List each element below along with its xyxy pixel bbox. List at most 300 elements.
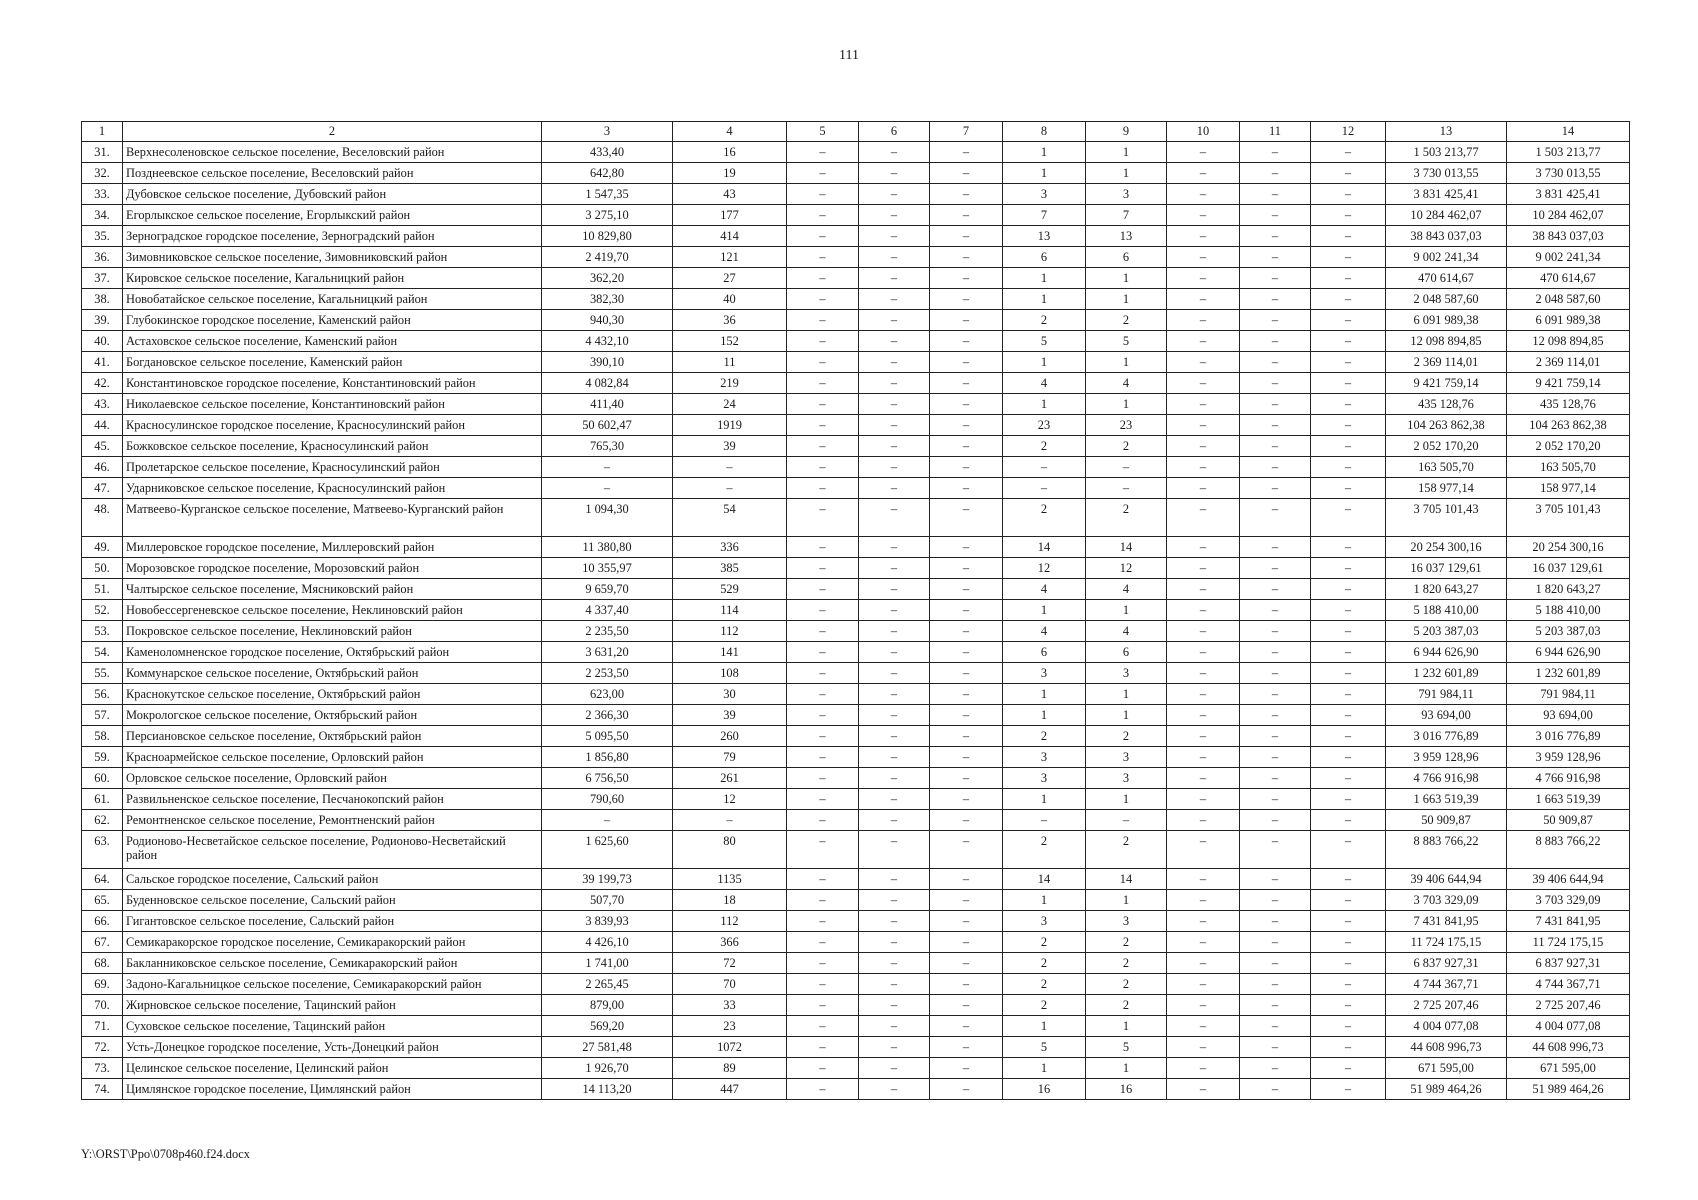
table-cell: 5 203 387,03 bbox=[1386, 621, 1507, 642]
table-cell: – bbox=[1167, 373, 1240, 394]
table-row bbox=[82, 1037, 1630, 1058]
table-cell: – bbox=[859, 310, 930, 331]
table-cell: – bbox=[1240, 579, 1311, 600]
table-cell: 4 744 367,71 bbox=[1386, 974, 1507, 995]
table-cell: – bbox=[1167, 911, 1240, 932]
table-cell: 2 bbox=[1003, 436, 1086, 457]
settlement-name: Пролетарское сельское поселение, Красносулинский район bbox=[123, 457, 542, 478]
table-cell: – bbox=[1167, 331, 1240, 352]
table-cell: – bbox=[787, 310, 859, 331]
table-cell: – bbox=[787, 457, 859, 478]
table-cell: – bbox=[859, 663, 930, 684]
table-cell: – bbox=[787, 184, 859, 205]
table-cell: 6 091 989,38 bbox=[1507, 310, 1630, 331]
table-cell: 39 406 644,94 bbox=[1386, 869, 1507, 890]
table-cell: 2 bbox=[1086, 831, 1167, 869]
table-cell: 362,20 bbox=[542, 268, 673, 289]
table-row bbox=[82, 684, 1630, 705]
table-cell: – bbox=[1167, 537, 1240, 558]
table-row bbox=[82, 831, 1630, 869]
table-cell: – bbox=[1086, 478, 1167, 499]
table-cell: 1 663 519,39 bbox=[1386, 789, 1507, 810]
table-cell: – bbox=[1311, 163, 1386, 184]
table-cell: – bbox=[1311, 478, 1386, 499]
table-cell: – bbox=[859, 869, 930, 890]
table-cell: – bbox=[930, 1058, 1003, 1079]
table-cell: – bbox=[1311, 558, 1386, 579]
table-cell: 6 837 927,31 bbox=[1386, 953, 1507, 974]
table-cell: 2 bbox=[1086, 932, 1167, 953]
table-cell: 5 188 410,00 bbox=[1386, 600, 1507, 621]
table-cell: – bbox=[930, 1037, 1003, 1058]
row-number: 55. bbox=[82, 663, 123, 684]
table-cell: – bbox=[787, 600, 859, 621]
settlement-name: Сальское городское поселение, Сальский район bbox=[123, 869, 542, 890]
table-row bbox=[82, 974, 1630, 995]
table-cell: – bbox=[1167, 995, 1240, 1016]
table-cell: – bbox=[859, 331, 930, 352]
table-cell: – bbox=[859, 684, 930, 705]
table-cell: – bbox=[1167, 499, 1240, 537]
table-cell: – bbox=[787, 436, 859, 457]
table-cell: 1 bbox=[1086, 1058, 1167, 1079]
settlement-name: Новобатайское сельское поселение, Кагальницкий район bbox=[123, 289, 542, 310]
table-cell: – bbox=[787, 684, 859, 705]
table-cell: – bbox=[1311, 457, 1386, 478]
table-cell: 6 837 927,31 bbox=[1507, 953, 1630, 974]
table-cell: – bbox=[787, 789, 859, 810]
table-row bbox=[82, 932, 1630, 953]
table-cell: – bbox=[1240, 1016, 1311, 1037]
table-cell: – bbox=[787, 268, 859, 289]
table-cell: – bbox=[930, 163, 1003, 184]
table-cell: 4 004 077,08 bbox=[1386, 1016, 1507, 1037]
row-number: 63. bbox=[82, 831, 123, 869]
table-cell: 1 bbox=[1003, 789, 1086, 810]
table-cell: – bbox=[1311, 537, 1386, 558]
table-cell: 177 bbox=[673, 205, 787, 226]
table-row bbox=[82, 226, 1630, 247]
table-cell: – bbox=[859, 373, 930, 394]
table-cell: – bbox=[1311, 1079, 1386, 1100]
table-cell: 152 bbox=[673, 331, 787, 352]
column-header: 6 bbox=[859, 122, 930, 142]
table-cell: – bbox=[859, 499, 930, 537]
table-cell: 14 bbox=[1003, 869, 1086, 890]
settlement-name: Красноармейское сельское поселение, Орловский район bbox=[123, 747, 542, 768]
table-cell: 14 bbox=[1086, 869, 1167, 890]
table-cell: 435 128,76 bbox=[1507, 394, 1630, 415]
table-cell: 433,40 bbox=[542, 142, 673, 163]
table-row bbox=[82, 1058, 1630, 1079]
table-cell: 11 bbox=[673, 352, 787, 373]
table-cell: – bbox=[1311, 268, 1386, 289]
table-cell: 7 bbox=[1086, 205, 1167, 226]
table-cell: 4 766 916,98 bbox=[1386, 768, 1507, 789]
table-cell: – bbox=[1240, 705, 1311, 726]
table-cell: 70 bbox=[673, 974, 787, 995]
table-cell: – bbox=[1167, 184, 1240, 205]
table-cell: – bbox=[787, 953, 859, 974]
table-cell: 1 547,35 bbox=[542, 184, 673, 205]
table-cell: 385 bbox=[673, 558, 787, 579]
settlement-name: Суховское сельское поселение, Тацинский район bbox=[123, 1016, 542, 1037]
column-header: 4 bbox=[673, 122, 787, 142]
table-cell: 2 052 170,20 bbox=[1507, 436, 1630, 457]
settlement-name: Целинское сельское поселение, Целинский район bbox=[123, 1058, 542, 1079]
table-row bbox=[82, 911, 1630, 932]
column-header: 1 bbox=[82, 122, 123, 142]
table-cell: 1 820 643,27 bbox=[1507, 579, 1630, 600]
table-cell: 79 bbox=[673, 747, 787, 768]
table-cell: 1 820 643,27 bbox=[1386, 579, 1507, 600]
table-cell: 1 856,80 bbox=[542, 747, 673, 768]
table-row bbox=[82, 810, 1630, 831]
table-cell: 2 bbox=[1003, 499, 1086, 537]
table-cell: 6 bbox=[1086, 247, 1167, 268]
table-cell: – bbox=[787, 142, 859, 163]
table-cell: 38 843 037,03 bbox=[1386, 226, 1507, 247]
table-cell: – bbox=[673, 478, 787, 499]
table-cell: 3 631,20 bbox=[542, 642, 673, 663]
table-cell: – bbox=[787, 810, 859, 831]
table-cell: 7 bbox=[1003, 205, 1086, 226]
settlement-name: Верхнесоленовское сельское поселение, Веселовский район bbox=[123, 142, 542, 163]
table-cell: – bbox=[1167, 684, 1240, 705]
table-cell: 1 bbox=[1086, 268, 1167, 289]
settlement-name: Красносулинское городское поселение, Красносулинский район bbox=[123, 415, 542, 436]
table-cell: – bbox=[1311, 621, 1386, 642]
table-cell: 158 977,14 bbox=[1386, 478, 1507, 499]
table-cell: 3 bbox=[1086, 768, 1167, 789]
table-cell: 104 263 862,38 bbox=[1507, 415, 1630, 436]
table-cell: 1 741,00 bbox=[542, 953, 673, 974]
table-cell: – bbox=[930, 205, 1003, 226]
table-cell: 19 bbox=[673, 163, 787, 184]
table-cell: 1 bbox=[1003, 705, 1086, 726]
table-cell: 8 883 766,22 bbox=[1507, 831, 1630, 869]
settlement-name: Бакланниковское сельское поселение, Семикаракорский район bbox=[123, 953, 542, 974]
table-cell: – bbox=[787, 247, 859, 268]
table-cell: – bbox=[787, 1058, 859, 1079]
table-cell: – bbox=[930, 789, 1003, 810]
row-number: 70. bbox=[82, 995, 123, 1016]
table-cell: 2 048 587,60 bbox=[1507, 289, 1630, 310]
table-cell: 1 bbox=[1003, 268, 1086, 289]
table-cell: 3 bbox=[1086, 747, 1167, 768]
table-cell: 18 bbox=[673, 890, 787, 911]
table-cell: 16 bbox=[673, 142, 787, 163]
table-cell: – bbox=[1167, 831, 1240, 869]
settlement-name: Развильненское сельское поселение, Песчанокопский район bbox=[123, 789, 542, 810]
table-row bbox=[82, 184, 1630, 205]
table-cell: 30 bbox=[673, 684, 787, 705]
table-row bbox=[82, 499, 1630, 537]
table-cell: – bbox=[859, 995, 930, 1016]
column-header: 9 bbox=[1086, 122, 1167, 142]
table-header-row bbox=[82, 122, 1630, 142]
table-cell: 623,00 bbox=[542, 684, 673, 705]
table-cell: 447 bbox=[673, 1079, 787, 1100]
table-cell: 6 944 626,90 bbox=[1507, 642, 1630, 663]
table-cell: – bbox=[930, 457, 1003, 478]
table-cell: – bbox=[1167, 642, 1240, 663]
table-cell: – bbox=[1167, 705, 1240, 726]
table-cell: 1 663 519,39 bbox=[1507, 789, 1630, 810]
table-cell: 1 503 213,77 bbox=[1507, 142, 1630, 163]
column-header: 11 bbox=[1240, 122, 1311, 142]
table-cell: – bbox=[1167, 747, 1240, 768]
table-cell: – bbox=[787, 768, 859, 789]
table-cell: – bbox=[1167, 352, 1240, 373]
table-cell: 4 bbox=[1003, 579, 1086, 600]
table-cell: – bbox=[1003, 478, 1086, 499]
table-cell: 16 037 129,61 bbox=[1507, 558, 1630, 579]
table-cell: – bbox=[859, 579, 930, 600]
table-cell: 44 608 996,73 bbox=[1507, 1037, 1630, 1058]
column-header: 10 bbox=[1167, 122, 1240, 142]
settlement-name: Константиновское городское поселение, Константиновский район bbox=[123, 373, 542, 394]
table-cell: – bbox=[1240, 663, 1311, 684]
table-cell: – bbox=[859, 142, 930, 163]
table-cell: – bbox=[1240, 932, 1311, 953]
table-cell: – bbox=[787, 621, 859, 642]
column-header: 3 bbox=[542, 122, 673, 142]
table-cell: 72 bbox=[673, 953, 787, 974]
table-cell: 382,30 bbox=[542, 289, 673, 310]
table-cell: – bbox=[930, 705, 1003, 726]
settlement-name: Задоно-Кагальницкое сельское поселение, Семикаракорский район bbox=[123, 974, 542, 995]
table-cell: – bbox=[1167, 621, 1240, 642]
table-cell: – bbox=[787, 705, 859, 726]
table-cell: – bbox=[1311, 142, 1386, 163]
table-cell: – bbox=[787, 1016, 859, 1037]
table-cell: 1 bbox=[1003, 684, 1086, 705]
table-cell: – bbox=[930, 831, 1003, 869]
table-row bbox=[82, 394, 1630, 415]
table-row bbox=[82, 142, 1630, 163]
table-cell: – bbox=[1311, 184, 1386, 205]
table-cell: – bbox=[930, 1016, 1003, 1037]
table-cell: 4 bbox=[1086, 621, 1167, 642]
row-number: 71. bbox=[82, 1016, 123, 1037]
row-number: 74. bbox=[82, 1079, 123, 1100]
table-cell: 940,30 bbox=[542, 310, 673, 331]
settlement-name: Цимлянское городское поселение, Цимлянский район bbox=[123, 1079, 542, 1100]
table-cell: – bbox=[1240, 247, 1311, 268]
table-cell: 23 bbox=[1003, 415, 1086, 436]
row-number: 61. bbox=[82, 789, 123, 810]
table-cell: 54 bbox=[673, 499, 787, 537]
table-cell: – bbox=[1311, 642, 1386, 663]
row-number: 53. bbox=[82, 621, 123, 642]
table-cell: – bbox=[859, 890, 930, 911]
table-cell: – bbox=[930, 184, 1003, 205]
table-cell: – bbox=[930, 247, 1003, 268]
settlement-name: Краснокутское сельское поселение, Октябрьский район bbox=[123, 684, 542, 705]
table-cell: 569,20 bbox=[542, 1016, 673, 1037]
table-cell: – bbox=[787, 394, 859, 415]
settlement-name: Семикаракорское городское поселение, Семикаракорский район bbox=[123, 932, 542, 953]
table-cell: 1 bbox=[1086, 1016, 1167, 1037]
table-cell: 10 284 462,07 bbox=[1507, 205, 1630, 226]
row-number: 72. bbox=[82, 1037, 123, 1058]
table-cell: – bbox=[1167, 953, 1240, 974]
table-cell: 2 bbox=[1086, 499, 1167, 537]
settlement-name: Ремонтненское сельское поселение, Ремонтненский район bbox=[123, 810, 542, 831]
table-cell: – bbox=[787, 331, 859, 352]
table-cell: 121 bbox=[673, 247, 787, 268]
column-header: 2 bbox=[123, 122, 542, 142]
table-cell: 366 bbox=[673, 932, 787, 953]
table-cell: – bbox=[1240, 352, 1311, 373]
settlement-name: Позднеевское сельское поселение, Веселовский район bbox=[123, 163, 542, 184]
table-cell: – bbox=[1240, 268, 1311, 289]
table-cell: – bbox=[1167, 558, 1240, 579]
table-cell: 10 829,80 bbox=[542, 226, 673, 247]
table-cell: – bbox=[1311, 831, 1386, 869]
settlement-name: Зерноградское городское поселение, Зерноградский район bbox=[123, 226, 542, 247]
table-cell: – bbox=[930, 394, 1003, 415]
table-cell: 2 bbox=[1086, 310, 1167, 331]
table-cell: 2 369 114,01 bbox=[1386, 352, 1507, 373]
table-cell: – bbox=[1240, 1079, 1311, 1100]
row-number: 42. bbox=[82, 373, 123, 394]
table-cell: – bbox=[1311, 499, 1386, 537]
table-cell: – bbox=[1240, 205, 1311, 226]
table-cell: 1 bbox=[1003, 1016, 1086, 1037]
table-cell: 2 253,50 bbox=[542, 663, 673, 684]
table-cell: – bbox=[1240, 974, 1311, 995]
table-cell: – bbox=[1240, 394, 1311, 415]
table-cell: – bbox=[787, 226, 859, 247]
table-cell: – bbox=[1167, 478, 1240, 499]
table-cell: – bbox=[1086, 457, 1167, 478]
settlement-name: Матвеево-Курганское сельское поселение, Матвеево-Курганский район bbox=[123, 499, 542, 537]
table-cell: – bbox=[930, 436, 1003, 457]
table-cell: 20 254 300,16 bbox=[1507, 537, 1630, 558]
table-cell: 7 431 841,95 bbox=[1386, 911, 1507, 932]
table-row bbox=[82, 726, 1630, 747]
table-cell: 2 bbox=[1086, 953, 1167, 974]
table-cell: 6 756,50 bbox=[542, 768, 673, 789]
table-cell: 9 659,70 bbox=[542, 579, 673, 600]
table-cell: – bbox=[787, 415, 859, 436]
table-cell: – bbox=[859, 163, 930, 184]
table-cell: 1 094,30 bbox=[542, 499, 673, 537]
table-cell: 2 369 114,01 bbox=[1507, 352, 1630, 373]
table-cell: 16 037 129,61 bbox=[1386, 558, 1507, 579]
table-row bbox=[82, 747, 1630, 768]
table-cell: 3 839,93 bbox=[542, 911, 673, 932]
table-cell: – bbox=[859, 831, 930, 869]
table-cell: – bbox=[859, 600, 930, 621]
table-row bbox=[82, 1016, 1630, 1037]
table-cell: – bbox=[1240, 226, 1311, 247]
table-cell: – bbox=[930, 869, 1003, 890]
table-cell: – bbox=[787, 642, 859, 663]
table-cell: – bbox=[930, 579, 1003, 600]
row-number: 37. bbox=[82, 268, 123, 289]
table-cell: 1919 bbox=[673, 415, 787, 436]
table-cell: – bbox=[1240, 869, 1311, 890]
table-cell: – bbox=[1240, 995, 1311, 1016]
table-cell: 5 bbox=[1086, 331, 1167, 352]
table-cell: – bbox=[1240, 184, 1311, 205]
settlement-name: Егорлыкское сельское поселение, Егорлыкский район bbox=[123, 205, 542, 226]
table-cell: – bbox=[787, 663, 859, 684]
table-cell: – bbox=[542, 810, 673, 831]
table-cell: 4 426,10 bbox=[542, 932, 673, 953]
table-cell: – bbox=[930, 537, 1003, 558]
settlement-name: Глубокинское городское поселение, Каменский район bbox=[123, 310, 542, 331]
table-cell: – bbox=[1311, 684, 1386, 705]
table-cell: – bbox=[930, 499, 1003, 537]
table-cell: 14 bbox=[1086, 537, 1167, 558]
table-cell: – bbox=[859, 621, 930, 642]
table-cell: 1 bbox=[1003, 142, 1086, 163]
table-cell: – bbox=[1311, 1058, 1386, 1079]
table-cell: – bbox=[1311, 911, 1386, 932]
table-cell: – bbox=[859, 1037, 930, 1058]
table-cell: – bbox=[787, 373, 859, 394]
table-cell: – bbox=[859, 226, 930, 247]
table-cell: 13 bbox=[1086, 226, 1167, 247]
table-cell: – bbox=[1167, 247, 1240, 268]
table-cell: – bbox=[930, 747, 1003, 768]
table-cell: 4 bbox=[1003, 621, 1086, 642]
row-number: 48. bbox=[82, 499, 123, 537]
table-cell: 3 730 013,55 bbox=[1507, 163, 1630, 184]
table-cell: – bbox=[859, 747, 930, 768]
table-cell: – bbox=[1311, 310, 1386, 331]
table-cell: 114 bbox=[673, 600, 787, 621]
table-cell: – bbox=[787, 289, 859, 310]
table-cell: 12 bbox=[1003, 558, 1086, 579]
table-cell: 2 bbox=[1003, 974, 1086, 995]
table-cell: – bbox=[1240, 415, 1311, 436]
table-cell: – bbox=[1240, 768, 1311, 789]
settlement-name: Морозовское городское поселение, Морозовский район bbox=[123, 558, 542, 579]
table-cell: – bbox=[859, 352, 930, 373]
table-cell: 3 bbox=[1003, 663, 1086, 684]
table-cell: 5 188 410,00 bbox=[1507, 600, 1630, 621]
table-cell: 27 581,48 bbox=[542, 1037, 673, 1058]
table-cell: – bbox=[1240, 142, 1311, 163]
table-cell: 12 098 894,85 bbox=[1386, 331, 1507, 352]
table-cell: 27 bbox=[673, 268, 787, 289]
table-cell: 261 bbox=[673, 768, 787, 789]
table-cell: 12 098 894,85 bbox=[1507, 331, 1630, 352]
table-cell: – bbox=[930, 352, 1003, 373]
column-header: 5 bbox=[787, 122, 859, 142]
column-header: 14 bbox=[1507, 122, 1630, 142]
table-cell: – bbox=[930, 642, 1003, 663]
table-cell: – bbox=[930, 478, 1003, 499]
table-cell: 4 004 077,08 bbox=[1507, 1016, 1630, 1037]
table-cell: – bbox=[930, 810, 1003, 831]
settlement-name: Чалтырское сельское поселение, Мясниковский район bbox=[123, 579, 542, 600]
table-cell: 24 bbox=[673, 394, 787, 415]
table-cell: – bbox=[1167, 768, 1240, 789]
table-cell: 470 614,67 bbox=[1507, 268, 1630, 289]
table-cell: – bbox=[787, 911, 859, 932]
table-cell: 4 082,84 bbox=[542, 373, 673, 394]
table-cell: – bbox=[930, 768, 1003, 789]
table-row bbox=[82, 789, 1630, 810]
table-cell: – bbox=[1240, 600, 1311, 621]
table-row bbox=[82, 373, 1630, 394]
